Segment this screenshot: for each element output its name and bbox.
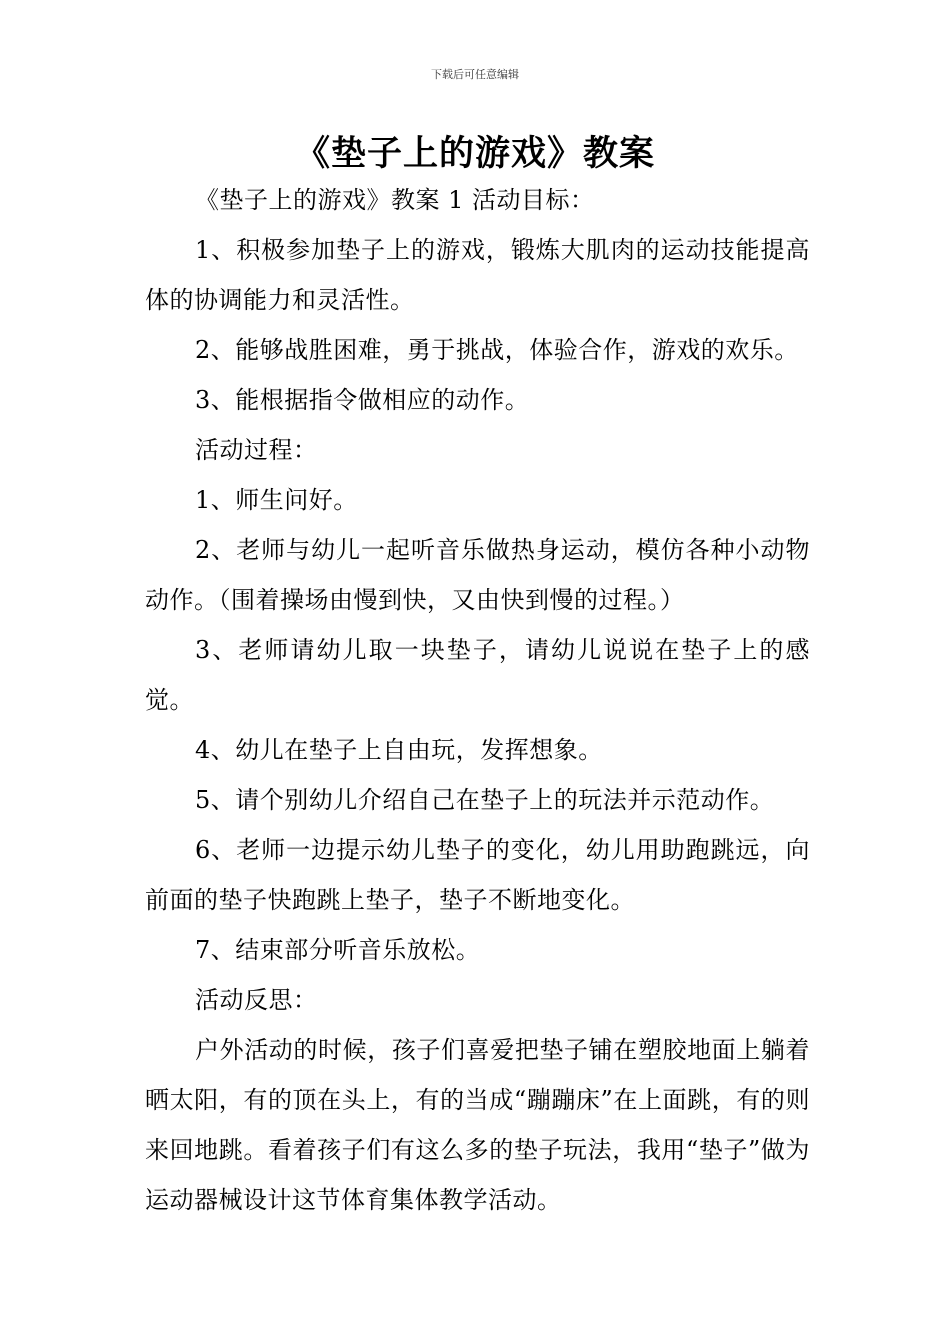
paragraph-step-1: 1、师生问好。 [195,486,358,514]
paragraph-step-7: 7、结束部分听音乐放松。 [195,936,481,964]
paragraph-step-6: 6、老师一边提示幼儿垫子的变化，幼儿用助跑跳远，向前面的垫子快跑跳上垫子，垫子不断地变化。 [145,836,810,914]
header-note: 下载后可任意编辑 [431,68,519,81]
paragraph-objective-2: 2、能够战胜困难，勇于挑战，体验合作，游戏的欢乐。 [195,336,799,364]
paragraph-reflection: 户外活动的时候，孩子们喜爱把垫子铺在塑胶地面上躺着晒太阳，有的顶在头上，有的当成“蹦蹦床”在上面跳，有的则来回地跳。看着孩子们有这么多的垫子玩法，我用“垫子”做为运动器械设计这节体育集体教学活动。 [145,1036,810,1214]
section-heading-process: 活动过程： [195,436,318,464]
paragraph-step-3: 3、老师请幼儿取一块垫子，请幼儿说说在垫子上的感觉。 [145,636,810,714]
document-title: 《垫子上的游戏》教案 [294,134,655,174]
paragraph-intro-objectives: 《垫子上的游戏》教案 1 活动目标： [195,186,595,214]
paragraph-step-5: 5、请个别幼儿介绍自己在垫子上的玩法并示范动作。 [195,786,775,814]
section-heading-reflection: 活动反思： [195,986,318,1014]
paragraph-step-2: 2、老师与幼儿一起听音乐做热身运动，模仿各种小动物动作。（围着操场由慢到快，又由快到慢的过程。） [145,536,810,614]
paragraph-objective-3: 3、能根据指令做相应的动作。 [195,386,530,414]
document-body [145,175,810,1225]
paragraph-objective-1: 1、积极参加垫子上的游戏，锻炼大肌肉的运动技能提高体的协调能力和灵活性。 [145,236,810,314]
paragraph-step-4: 4、幼儿在垫子上自由玩，发挥想象。 [195,736,603,764]
